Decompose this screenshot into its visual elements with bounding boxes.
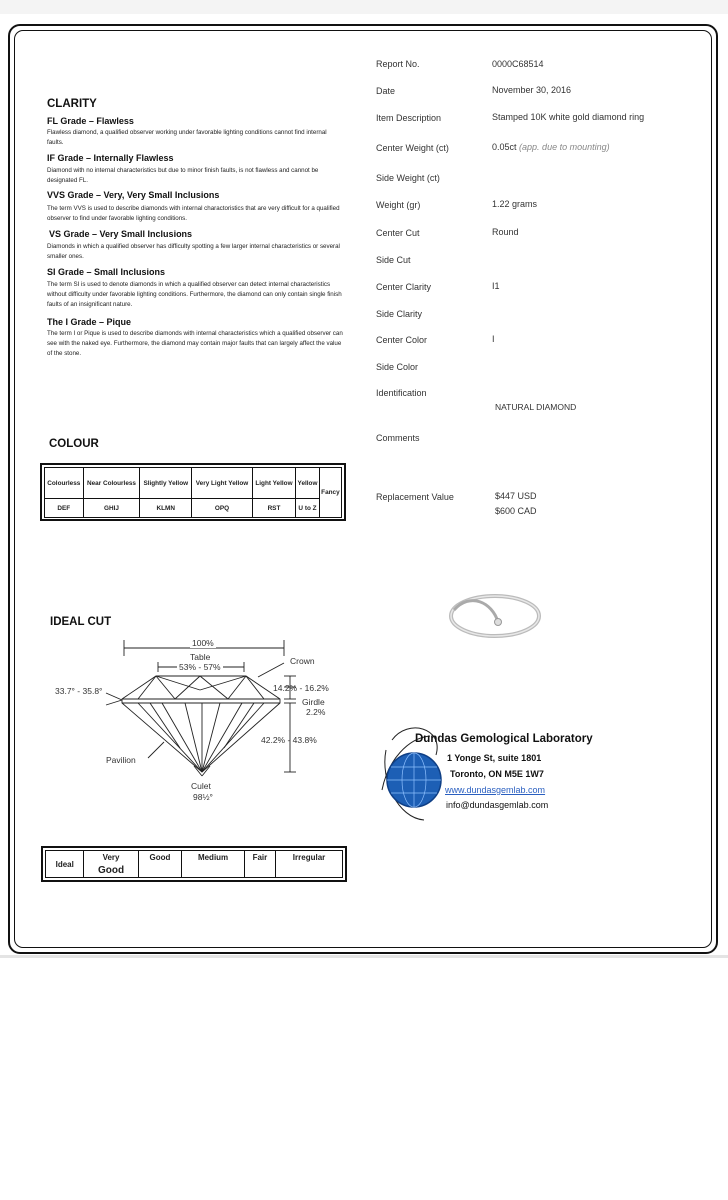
grade-text-si: The term SI is used to denote diamonds in which a qualified observer can detect internal characteristics without difficulty under favorable lighting conditions. Furthermore, the diamond can only contain single finish faults of an insignificant nature. — [47, 281, 342, 308]
colour-table — [44, 467, 342, 518]
cut-scale-table — [45, 850, 343, 878]
cut-scale-good: Good — [138, 851, 182, 878]
center-color-value: I — [492, 334, 495, 344]
cut-girdle-label: Girdle — [302, 697, 325, 707]
item-description-value: Stamped 10K white gold diamond ring — [492, 112, 645, 122]
grade-text-if: Diamond with no internal characteristics but due to minor finish faults, is not flawless and cannot be designated FL. — [47, 167, 319, 184]
cut-scale-very: Very — [102, 853, 120, 862]
colour-header-near-colourless: Near Colourless — [83, 468, 140, 499]
item-description-label: Item Description — [376, 113, 442, 123]
identification-label: Identification — [376, 388, 427, 398]
side-weight-label: Side Weight (ct) — [376, 173, 440, 183]
date-value: November 30, 2016 — [492, 85, 572, 95]
cut-scale-fair: Fair — [244, 851, 275, 878]
cut-table-range: 53% - 57% — [179, 662, 221, 672]
side-clarity-label: Side Clarity — [376, 309, 423, 319]
colour-header-yellow: Yellow — [296, 468, 320, 499]
cut-pavilion-label: Pavilion — [106, 755, 136, 765]
colour-header-light-yellow: Light Yellow — [252, 468, 295, 499]
colour-grade-u-to-z: U to Z — [296, 499, 320, 518]
identification-value: NATURAL DIAMOND — [495, 402, 577, 412]
cut-crown-label: Crown — [290, 656, 315, 666]
scan-edge — [0, 0, 728, 14]
cut-pavilion-depth: 42.2% - 43.8% — [261, 735, 317, 745]
side-cut-label: Side Cut — [376, 255, 411, 265]
center-clarity-value: I1 — [492, 281, 500, 291]
replacement-value-usd: $447 USD — [495, 491, 537, 501]
grade-heading-vs: VS Grade – Very Small Inclusions — [49, 229, 193, 239]
grade-heading-vvs: VVS Grade – Very, Very Small Inclusions — [47, 190, 220, 200]
cut-crown-height: 14.2% - 16.2% — [273, 683, 329, 693]
colour-grade-ghij: GHIJ — [83, 499, 140, 518]
colour-title: COLOUR — [49, 438, 99, 450]
lab-address-line-2: Toronto, ON M5E 1W7 — [450, 769, 544, 779]
colour-header-slightly-yellow: Slightly Yellow — [140, 468, 192, 499]
center-weight-amount: 0.05ct — [492, 142, 517, 152]
grade-heading-i: The I Grade – Pique — [47, 317, 132, 327]
grade-text-vs: Diamonds in which a qualified observer has difficulty spotting a few larger internal characteristics or several smaller ones. — [47, 243, 340, 260]
grade-text-i: The term I or Pique is used to describe diamonds with internal characteristics which a qualified observer can see with the naked eye. Furthermore, the diamond may contain major faults that can largely affect the value of the stone. — [47, 330, 343, 357]
colour-header-fancy: Fancy — [319, 468, 341, 518]
grade-heading-si: SI Grade – Small Inclusions — [47, 267, 166, 277]
cut-crown-angle: 33.7° - 35.8° — [55, 686, 103, 696]
cut-scale-ideal: Ideal — [46, 851, 84, 878]
page-bottom-edge — [0, 955, 728, 958]
colour-header-very-light-yellow: Very Light Yellow — [192, 468, 253, 499]
center-cut-label: Center Cut — [376, 228, 420, 238]
lab-email-link[interactable]: info@dundasgemlab.com — [446, 800, 549, 810]
cut-scale-very-good — [84, 851, 138, 878]
center-clarity-label: Center Clarity — [376, 282, 432, 292]
center-color-label: Center Color — [376, 335, 428, 345]
colour-grade-rst: RST — [252, 499, 295, 518]
side-color-label: Side Color — [376, 362, 419, 372]
weight-gr-value: 1.22 grams — [492, 199, 538, 209]
cut-scale-irregular: Irregular — [276, 851, 343, 878]
report-no-value: 0000C68514 — [492, 59, 544, 69]
cut-culet-pct: 98½° — [193, 792, 213, 802]
colour-grade-opq: OPQ — [192, 499, 253, 518]
grade-heading-fl: FL Grade – Flawless — [47, 116, 134, 126]
center-weight-value — [492, 142, 610, 152]
comments-label: Comments — [376, 433, 420, 443]
cut-scale-medium: Medium — [182, 851, 244, 878]
center-weight-note: (app. due to mounting) — [519, 142, 610, 152]
colour-grade-def: DEF — [45, 499, 84, 518]
cut-girdle-pct: 2.2% — [306, 707, 326, 717]
weight-gr-label: Weight (gr) — [376, 200, 421, 210]
cut-culet-label: Culet — [191, 781, 211, 791]
lab-address-line-1: 1 Yonge St, suite 1801 — [447, 753, 542, 763]
center-weight-label: Center Weight (ct) — [376, 143, 449, 153]
lab-website-link[interactable]: www.dundasgemlab.com — [445, 785, 546, 795]
date-label: Date — [376, 86, 396, 96]
lab-name: Dundas Gemological Laboratory — [415, 733, 593, 745]
replacement-value-label: Replacement Value — [376, 492, 454, 502]
clarity-title: CLARITY — [47, 98, 97, 110]
report-no-label: Report No. — [376, 59, 420, 69]
cut-100pct-label: 100% — [192, 638, 214, 648]
cut-scale-handwritten-good: Good — [97, 865, 125, 876]
replacement-value-cad: $600 CAD — [495, 506, 537, 516]
colour-header-colourless: Colourless — [45, 468, 84, 499]
center-cut-value: Round — [492, 227, 519, 237]
colour-grade-klmn: KLMN — [140, 499, 192, 518]
grade-text-fl: Flawless diamond, a qualified observer working under favorable lighting conditions cannot find internal faults. — [47, 129, 327, 146]
grade-text-vvs: The term VVS is used to describe diamonds with internal charactoristics that are very difficult for a qualified observer to find under favorable lighting conditions. — [47, 205, 340, 222]
ideal-cut-title: IDEAL CUT — [50, 616, 112, 628]
grade-heading-if: IF Grade – Internally Flawless — [47, 153, 174, 163]
ring-photo-icon — [440, 580, 550, 650]
cut-table-label: Table — [190, 652, 211, 662]
